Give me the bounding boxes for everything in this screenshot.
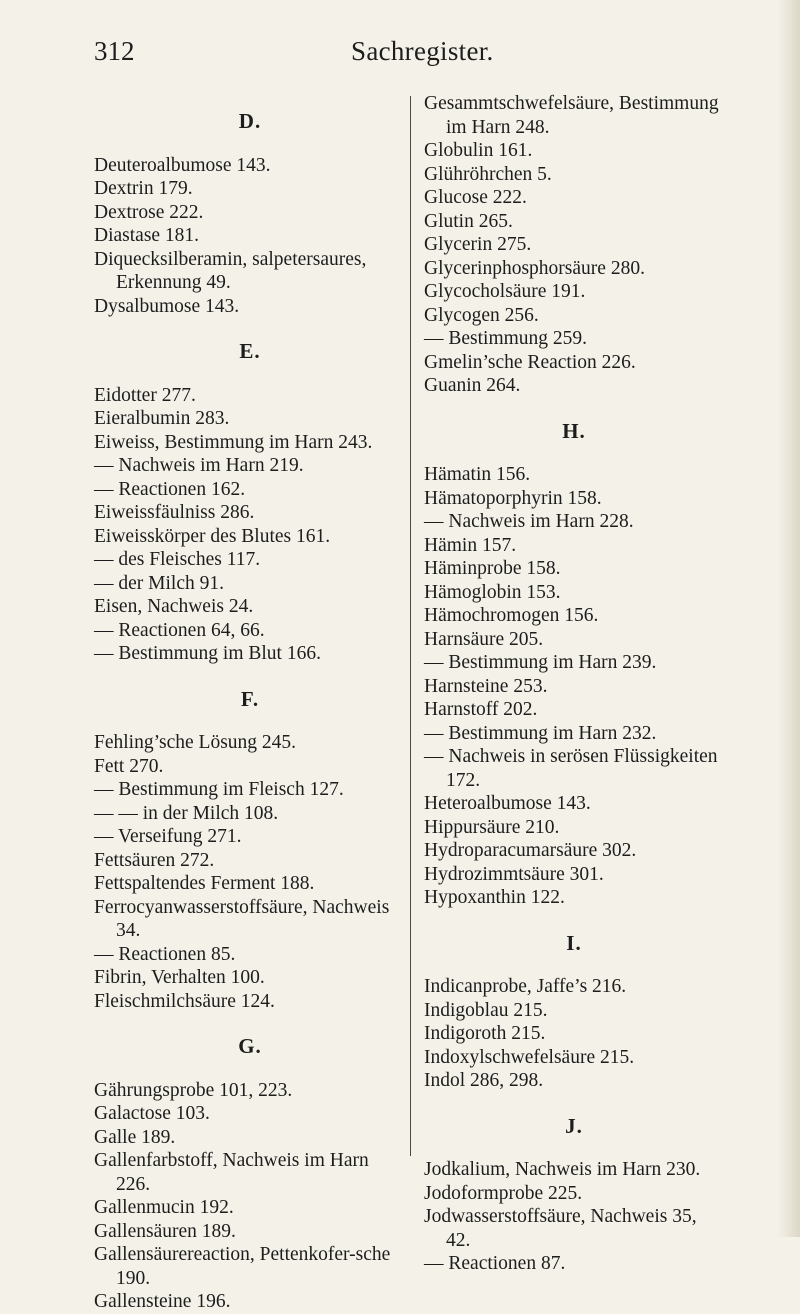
index-entry: — — in der Milch 108. bbox=[94, 802, 279, 824]
index-entry: Hippursäure 210. bbox=[424, 816, 560, 838]
index-entry: Heteroalbumose 143. bbox=[424, 793, 591, 814]
index-entry: Hydrozimmtsäure 301. bbox=[424, 863, 604, 885]
index-entry: Hämatin 156. bbox=[424, 464, 531, 485]
index-entry: Ferrocyanwasserstoffsäure, Nachweis 34. bbox=[94, 896, 390, 941]
index-entry: Indigoroth 215. bbox=[424, 1023, 546, 1044]
page-title: Sachregister. bbox=[351, 36, 494, 66]
index-entry: Gallenfarbstoff, Nachweis im Harn 226. bbox=[94, 1150, 369, 1195]
section-letter: E. bbox=[239, 339, 261, 363]
index-entry: Fibrin, Verhalten 100. bbox=[94, 967, 265, 988]
index-entry: Galactose 103. bbox=[94, 1103, 210, 1124]
page-edge-shadow bbox=[778, 0, 800, 1237]
index-entry: Fettspaltendes Ferment 188. bbox=[94, 873, 315, 894]
index-entry: Indicanprobe, Jaffe’s 216. bbox=[424, 976, 627, 997]
index-entry: Jodwasserstoffsäure, Nachweis 35, 42. bbox=[424, 1206, 697, 1251]
index-entry: Harnsteine 253. bbox=[424, 675, 548, 697]
index-entry: Glycogen 256. bbox=[424, 304, 539, 326]
index-entry: Hydroparacumarsäure 302. bbox=[424, 840, 637, 861]
index-entry: — Nachweis im Harn 228. bbox=[424, 511, 634, 532]
index-entry: Gallensäuren 189. bbox=[94, 1220, 236, 1242]
section-letter: D. bbox=[238, 109, 262, 133]
index-entry: Fett 270. bbox=[94, 755, 164, 777]
section-letter: F. bbox=[240, 686, 260, 711]
index-entry: Eisen, Nachweis 24. bbox=[94, 596, 254, 617]
index-entry: — der Milch 91. bbox=[94, 572, 224, 594]
index-entry: Indoxylschwefelsäure 215. bbox=[424, 1046, 635, 1068]
section-letter: H. bbox=[562, 418, 586, 443]
index-entry: Glycerinphosphorsäure 280. bbox=[424, 257, 645, 279]
index-entry: Fleischmilchsäure 124. bbox=[94, 990, 275, 1012]
index-entry: Globulin 161. bbox=[424, 140, 533, 161]
index-entry: — Nachweis im Harn 219. bbox=[94, 455, 304, 476]
index-entry: Jodkalium, Nachweis im Harn 230. bbox=[424, 1159, 701, 1180]
index-entry: Guanin 264. bbox=[424, 375, 521, 396]
index-entry: Glycocholsäure 191. bbox=[424, 281, 586, 302]
index-entry: — Bestimmung im Harn 239. bbox=[424, 652, 657, 673]
index-entry: Dysalbumose 143. bbox=[94, 295, 240, 317]
page-number: 312 bbox=[94, 36, 135, 66]
index-entry: — Reactionen 85. bbox=[94, 943, 236, 965]
section-letter: I. bbox=[566, 930, 582, 955]
index-entry: Eiweisskörper des Blutes 161. bbox=[94, 525, 331, 547]
index-entry: Glutin 265. bbox=[424, 210, 513, 232]
index-entry: Gesammtschwefelsäure, Bestimmung im Harn 248. bbox=[424, 93, 719, 138]
index-entry: Glucose 222. bbox=[424, 187, 527, 208]
page-header bbox=[0, 36, 800, 76]
index-entry: — Bestimmung 259. bbox=[424, 328, 588, 349]
index-entry: Gährungsprobe 101, 223. bbox=[94, 1079, 293, 1101]
index-entry: Gallensteine 196. bbox=[94, 1291, 231, 1312]
index-entry: Dextrin 179. bbox=[94, 178, 193, 199]
index-entry: Hämatoporphyrin 158. bbox=[424, 487, 602, 509]
index-entry: — Verseifung 271. bbox=[94, 826, 242, 847]
index-entry: — Nachweis in serösen Flüssigkeiten 172. bbox=[424, 746, 718, 791]
index-entry: — Bestimmung im Blut 166. bbox=[94, 643, 321, 664]
index-entry: — Reactionen 87. bbox=[424, 1253, 566, 1274]
index-entry: Deuteroalbumose 143. bbox=[94, 154, 271, 176]
section-letter: G. bbox=[238, 1034, 262, 1058]
index-entry: Eiweissfäulniss 286. bbox=[94, 502, 255, 523]
index-entry: Hämoglobin 153. bbox=[424, 581, 561, 603]
index-entry: Eiweiss, Bestimmung im Harn 243. bbox=[94, 431, 373, 453]
index-entry: Fettsäuren 272. bbox=[94, 849, 215, 871]
index-entry: Diquecksilberamin, salpetersaures, Erkennung 49. bbox=[94, 248, 367, 293]
index-entry: Harnstoff 202. bbox=[424, 699, 538, 720]
index-entry: Hypoxanthin 122. bbox=[424, 887, 565, 908]
index-entry: Jodoformprobe 225. bbox=[424, 1182, 583, 1204]
left-column bbox=[94, 110, 406, 1314]
index-entry: — Bestimmung im Fleisch 127. bbox=[94, 779, 344, 800]
right-column bbox=[424, 92, 724, 1276]
index-entry: Galle 189. bbox=[94, 1126, 176, 1148]
index-entry: Hämochromogen 156. bbox=[424, 605, 599, 626]
index-entry: Harnsäure 205. bbox=[424, 628, 544, 650]
index-entry: Eidotter 277. bbox=[94, 384, 196, 406]
index-entry: Indigoblau 215. bbox=[424, 999, 548, 1021]
index-entry: Fehling’sche Lösung 245. bbox=[94, 732, 297, 753]
index-entry: Gmelin’sche Reaction 226. bbox=[424, 351, 636, 373]
index-entry: Hämin 157. bbox=[424, 534, 517, 556]
index-entry: Häminprobe 158. bbox=[424, 558, 561, 579]
index-entry: Glühröhrchen 5. bbox=[424, 163, 552, 185]
index-entry: Indol 286, 298. bbox=[424, 1070, 544, 1091]
index-entry: — Bestimmung im Harn 232. bbox=[424, 722, 657, 744]
index-entry: — Reactionen 162. bbox=[94, 478, 246, 500]
index-entry: Glycerin 275. bbox=[424, 234, 532, 255]
index-entry: — Reactionen 64, 66. bbox=[94, 619, 265, 641]
index-entry: Gallenmucin 192. bbox=[94, 1197, 234, 1218]
index-entry: Eieralbumin 283. bbox=[94, 408, 230, 429]
index-entry: Diastase 181. bbox=[94, 225, 200, 246]
index-entry: Gallensäurereaction, Pettenkofer-sche 190. bbox=[94, 1244, 391, 1289]
column-divider bbox=[410, 96, 411, 1156]
index-entry: Dextrose 222. bbox=[94, 201, 204, 223]
index-entry: — des Fleisches 117. bbox=[94, 549, 261, 570]
section-letter: J. bbox=[565, 1113, 583, 1138]
